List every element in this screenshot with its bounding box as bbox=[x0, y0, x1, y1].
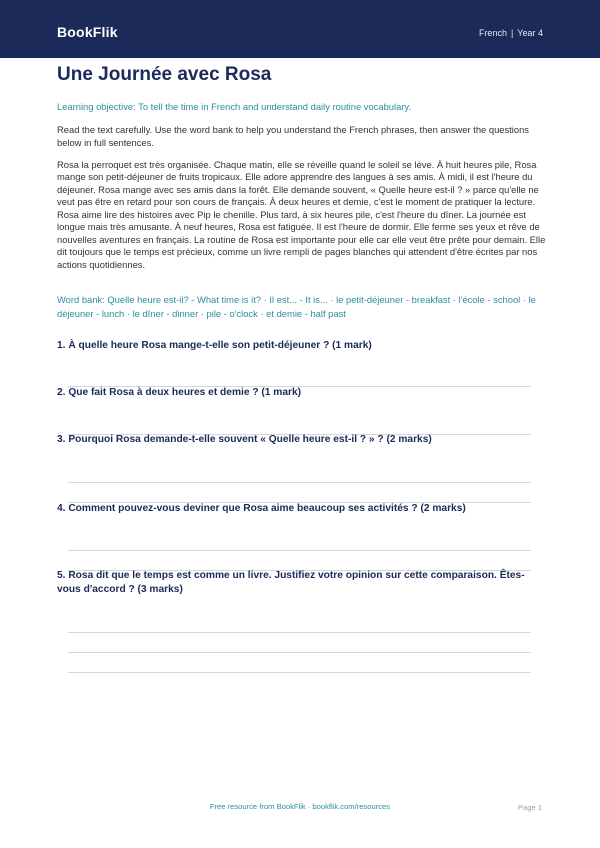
answer-line[interactable] bbox=[68, 652, 531, 653]
answer-line[interactable] bbox=[68, 482, 531, 483]
story-text: Rosa la perroquet est très organisée. Chaque matin, elle se réveille quand le soleil se lève. À huit heures pile, Rosa mange son petit-déjeuner de fruits tropicaux. Elle adore apprendre des langues à ses amis. À midi, il est l'heure du déjeuner. Rosa mange avec ses amis dans la forêt. Elle demande souvent, « Quelle heure est-il ? » parce qu'elle ne veut pas être en retard pour son cours de français. À deux heures et demie, c'est le moment de pratiquer la lecture. Rosa aime lire des histoires avec Pip le chenille. Plus tard, à six heures pile, c'est l'heure du dîner. La journée est longue mais très amusante. À neuf heures, Rosa est fatiguée. Il est l'heure de dormir. Elle ferme ses yeux et rêve de nouvelles aventures en français. La routine de Rosa est importante pour elle car elle veut être prête pour demain. Elle dit toujours que le temps est précieux, comme un livre rempli de pages blanches qui attendent d'être écrites par nos actions quotidiennes. bbox=[57, 159, 546, 270]
question-3: 3. Pourquoi Rosa demande-t-elle souvent « Quelle heure est-il ? » ? (2 marks) bbox=[57, 434, 432, 445]
question-1: 1. À quelle heure Rosa mange-t-elle son petit-déjeuner ? (1 mark) bbox=[57, 340, 372, 351]
question-2: 2. Que fait Rosa à deux heures et demie ? (1 mark) bbox=[57, 387, 302, 398]
answer-line[interactable] bbox=[68, 550, 531, 551]
question-4: 4. Comment pouvez-vous deviner que Rosa aime beaucoup ses activités ? (2 marks) bbox=[57, 503, 466, 514]
page-number: Page 1 bbox=[517, 803, 542, 812]
page-title: Une Journée avec Rosa bbox=[57, 64, 272, 85]
meta-separator: | bbox=[510, 28, 514, 38]
answer-line[interactable] bbox=[68, 672, 531, 673]
question-5: 5. Rosa dit que le temps est comme un livre. Justifiez votre opinion sur cette comparaison. Êtes-vous d'accord ? (3 marks) bbox=[57, 570, 525, 595]
year-label: Year 4 bbox=[517, 28, 543, 38]
page-header bbox=[0, 0, 600, 58]
footer-credit: Free resource from BookFlik · bookflik.com/resources bbox=[209, 802, 391, 811]
instructions: Read the text carefully. Use the word bank to help you understand the French phrases, then answer the questions below in full sentences. bbox=[57, 124, 529, 148]
word-bank: Word bank: Quelle heure est-il? - What time is it? · Il est... - It is... · le petit-déjeuner - breakfast · l'école - school · le déjeuner - lunch · le dîner - dinner · pile - o'clock · et demie - half past bbox=[57, 294, 536, 319]
subject-label: French bbox=[478, 28, 507, 38]
learning-objective: Learning objective: To tell the time in French and understand daily routine vocabulary. bbox=[57, 101, 412, 112]
header-meta bbox=[479, 28, 543, 38]
answer-line[interactable] bbox=[68, 632, 531, 633]
brand-logo: BookFlik bbox=[57, 24, 118, 40]
